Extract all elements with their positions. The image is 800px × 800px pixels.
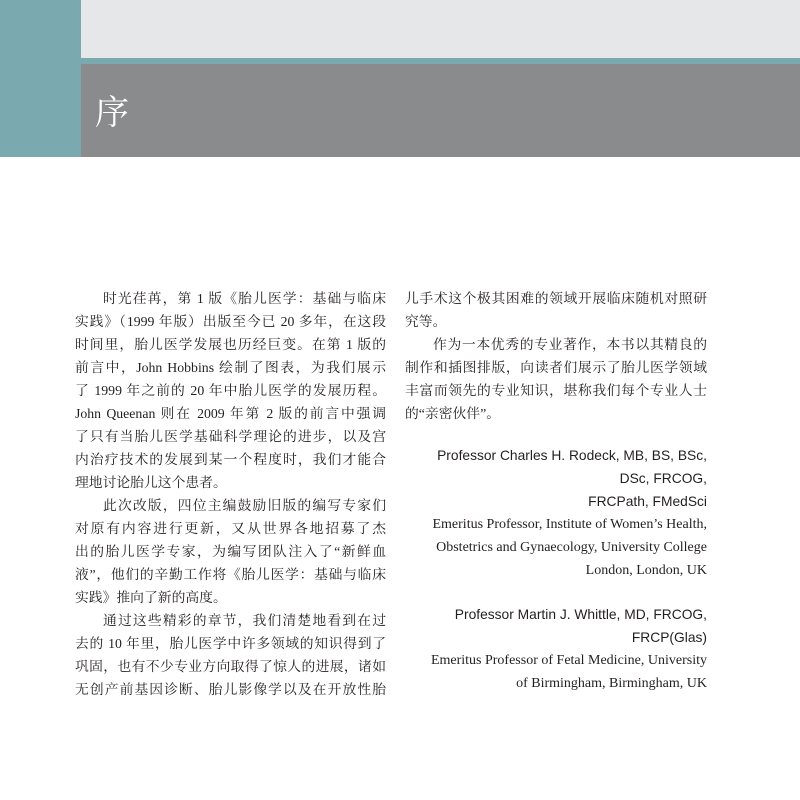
text-line: 时间里，胎儿医学发展也历经巨变。在第 1 版的: [75, 337, 386, 352]
text-line: 内治疗技术的发展到某一个程度时，我们才能合: [75, 452, 386, 467]
text-line: 此次改版，四位主编鼓励旧版的编写专家们: [103, 498, 386, 513]
author-name-line: DSc, FRCOG,: [619, 471, 707, 486]
text-line: 实践》（1999 年版）出版至今已 20 多年，在这段: [75, 314, 386, 329]
paragraph: [75, 609, 386, 701]
text-line: 的“亲密伙伴”。: [405, 406, 501, 421]
text-line: 对原有内容进行更新，又从世界各地招募了杰: [75, 521, 386, 536]
author-affiliation-line: Emeritus Professor, Institute of Women’s Health,: [432, 517, 707, 532]
text-line: 究等。: [405, 314, 447, 329]
signature-block-whittle: [405, 603, 707, 695]
left-text-column: [75, 287, 386, 701]
author-name-line: FRCP(Glas): [631, 630, 707, 645]
text-line: 实践》推向了新的高度。: [75, 590, 227, 605]
text-line: 通过这些精彩的章节，我们清楚地看到在过: [103, 613, 386, 628]
text-line: 理地讨论胎儿这个患者。: [75, 475, 227, 490]
header-top-strip: [81, 0, 800, 58]
text-line: 儿手术这个极其困难的领域开展临床随机对照研: [405, 291, 707, 306]
paragraph: [75, 287, 386, 494]
right-text-column: [405, 287, 707, 425]
author-name-line: Professor Martin J. Whittle, MD, FRCOG,: [454, 607, 707, 622]
author-name-line: FRCPath, FMedSci: [588, 494, 707, 509]
author-name-line: Professor Charles H. Rodeck, MB, BS, BSc,: [437, 448, 707, 463]
header-accent-block: [0, 0, 81, 157]
paragraph: [75, 494, 386, 609]
text-line: 时光荏苒，第 1 版《胎儿医学：基础与临床: [103, 291, 386, 306]
text-line: 了只有当胎儿医学基础科学理论的进步，以及宫: [75, 429, 386, 444]
text-line: 液”，他们的辛勤工作将《胎儿医学：基础与临床: [75, 567, 386, 582]
text-line: 出的胎儿医学专家，为编写团队注入了“新鲜血: [75, 544, 386, 559]
page-title: 序: [95, 93, 129, 133]
paragraph: [405, 333, 707, 425]
text-line: 丰富而领先的专业知识，堪称我们每个专业人士: [405, 383, 707, 398]
author-affiliation-line: London, London, UK: [585, 563, 707, 578]
text-line: 了 1999 年之前的 20 年中胎儿医学的发展历程。: [75, 383, 386, 398]
header-band: [81, 64, 800, 157]
text-line: 无创产前基因诊断、胎儿影像学以及在开放性胎: [75, 682, 386, 697]
author-affiliation-line: of Birmingham, Birmingham, UK: [516, 676, 707, 691]
author-affiliation-line: Obstetrics and Gynaecology, University College: [436, 540, 707, 555]
text-line: John Queenan 则在 2009 年第 2 版的前言中强调: [75, 406, 386, 421]
paragraph-continued: [405, 287, 707, 333]
text-line: 作为一本优秀的专业著作，本书以其精良的: [433, 337, 707, 352]
text-line: 前言中，John Hobbins 绘制了图表，为我们展示: [75, 360, 386, 375]
text-line: 制作和插图排版，向读者们展示了胎儿医学领域: [405, 360, 707, 375]
author-affiliation-line: Emeritus Professor of Fetal Medicine, University: [430, 653, 707, 668]
signature-block-rodeck: [405, 444, 707, 582]
text-line: 去的 10 年里，胎儿医学中许多领域的知识得到了: [75, 636, 386, 651]
text-line: 巩固，也有不少专业方向取得了惊人的进展，诸如: [75, 659, 386, 674]
